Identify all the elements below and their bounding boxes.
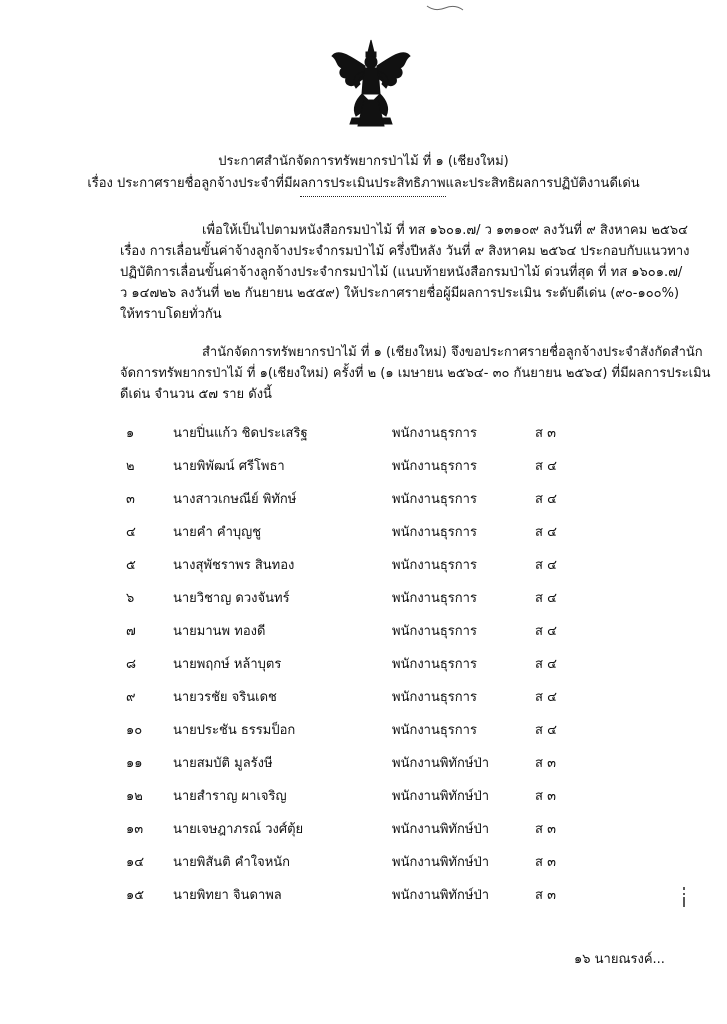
dotted-divider <box>300 196 446 197</box>
employee-number: ๔ <box>126 525 136 540</box>
announcement-title: ประกาศสำนักจัดการทรัพยากรป่าไม้ ที่ ๑ (เชียงใหม่) <box>218 154 509 169</box>
employee-number: ๑ <box>126 426 135 441</box>
list-item <box>0 488 727 510</box>
employee-number: ๑๑ <box>126 756 143 771</box>
employee-number: ๕ <box>126 558 136 573</box>
list-item <box>0 422 727 444</box>
paragraph2-line: ดีเด่น จำนวน ๕๗ ราย ดังนี้ <box>120 387 272 402</box>
employee-name: นางสาวเกษณีย์ พิทักษ์ <box>173 492 297 507</box>
employee-name: นายพิสันติ คำใจหนัก <box>173 855 291 870</box>
employee-number: ๖ <box>126 591 135 606</box>
paragraph1-line: ปฏิบัติการเลื่อนขั้นค่าจ้างลูกจ้างประจำกรมป่าไม้ (แนบท้ายหนังสือกรมป่าไม้ ด่วนที่สุด ที่ ทส ๑๖๐๑.๗/ <box>120 265 683 280</box>
employee-grade: ส ๔ <box>535 492 557 507</box>
list-item <box>0 851 727 873</box>
employee-number: ๒ <box>126 459 135 474</box>
employee-name: นายพฤกษ์ หล้าบุตร <box>173 657 282 672</box>
list-item <box>0 785 727 807</box>
employee-position: พนักงานธุรการ <box>392 591 477 606</box>
employee-number: ๓ <box>126 492 135 507</box>
employee-position: พนักงานธุรการ <box>392 723 477 738</box>
employee-name: นายพิทยา จินดาพล <box>173 888 282 903</box>
list-item <box>0 587 727 609</box>
employee-number: ๘ <box>126 657 137 672</box>
employee-name: นายคำ คำบุญชู <box>173 525 262 540</box>
employee-number: ๗ <box>126 624 136 639</box>
employee-name: นายปิ่นแก้ว ชิดประเสริฐ <box>173 426 308 441</box>
announcement-subject: เรื่อง ประกาศรายชื่อลูกจ้างประจำที่มีผลการประเมินประสิทธิภาพและประสิทธิผลการปฏิบัติงานดีเด่น <box>87 176 640 191</box>
employee-name: นายวรชัย จรินเดช <box>173 690 277 705</box>
employee-grade: ส ๓ <box>535 789 556 804</box>
employee-name: นายพิพัฒน์ ศรีโพธา <box>173 459 285 474</box>
employee-position: พนักงานธุรการ <box>392 525 477 540</box>
list-item <box>0 521 727 543</box>
employee-grade: ส ๔ <box>535 525 557 540</box>
employee-grade: ส ๔ <box>535 690 557 705</box>
employee-number: ๑๐ <box>126 723 143 738</box>
employee-grade: ส ๓ <box>535 888 556 903</box>
list-item <box>0 752 727 774</box>
employee-name: นายเจษฎาภรณ์ วงศ์ตุ้ย <box>173 822 304 837</box>
employee-grade: ส ๔ <box>535 591 557 606</box>
scan-mark-icon <box>425 2 465 14</box>
employee-number: ๑๔ <box>126 855 145 870</box>
employee-grade: ส ๓ <box>535 822 556 837</box>
employee-grade: ส ๔ <box>535 723 557 738</box>
paragraph1-line: เรื่อง การเลื่อนขั้นค่าจ้างลูกจ้างประจำกรมป่าไม้ ครึ่งปีหลัง วันที่ ๙ สิงหาคม ๒๕๖๔ ประกอบกับแนวทาง <box>120 244 690 259</box>
paragraph2-line: จัดการทรัพยากรป่าไม้ ที่ ๑(เชียงใหม่) ครั้งที่ ๒ (๑ เมษายน ๒๕๖๔- ๓๐ กันยายน ๒๕๖๔) ที่มีผลการประเมิน <box>120 366 711 381</box>
employee-position: พนักงานธุรการ <box>392 624 477 639</box>
paragraph1-line: ให้ทราบโดยทั่วกัน <box>120 307 222 322</box>
paragraph1-line: ว ๑๔๗๒๖ ลงวันที่ ๒๒ กันยายน ๒๕๕๙) ให้ประกาศรายชื่อผู้มีผลการประเมิน ระดับดีเด่น (๙๐-๑๐๐%) <box>120 286 680 301</box>
list-item <box>0 818 727 840</box>
employee-position: พนักงานธุรการ <box>392 690 477 705</box>
employee-number: ๑๒ <box>126 789 143 804</box>
employee-position: พนักงานพิทักษ์ป่า <box>392 822 489 837</box>
list-item <box>0 653 727 675</box>
scan-mark-icon <box>682 886 686 908</box>
employee-number: ๙ <box>126 690 136 705</box>
employee-name: นายมานพ ทองดี <box>173 624 266 639</box>
employee-position: พนักงานธุรการ <box>392 492 477 507</box>
list-item <box>0 884 727 906</box>
employee-grade: ส ๓ <box>535 756 556 771</box>
list-item <box>0 719 727 741</box>
employee-position: พนักงานธุรการ <box>392 657 477 672</box>
list-item <box>0 620 727 642</box>
list-item <box>0 554 727 576</box>
employee-grade: ส ๓ <box>535 426 556 441</box>
employee-number: ๑๕ <box>126 888 145 903</box>
employee-position: พนักงานพิทักษ์ป่า <box>392 855 489 870</box>
list-item <box>0 686 727 708</box>
employee-position: พนักงานพิทักษ์ป่า <box>392 756 489 771</box>
employee-name: นายสมบัติ มูลรังษี <box>173 756 273 771</box>
employee-name: นายสำราญ ผาเจริญ <box>173 789 287 804</box>
employee-position: พนักงานพิทักษ์ป่า <box>392 789 489 804</box>
employee-position: พนักงานธุรการ <box>392 426 477 441</box>
employee-grade: ส ๔ <box>535 459 557 474</box>
employee-position: พนักงานธุรการ <box>392 558 477 573</box>
garuda-emblem-icon <box>330 38 412 130</box>
employee-grade: ส ๔ <box>535 657 557 672</box>
employee-grade: ส ๓ <box>535 855 556 870</box>
employee-name: นายประชัน ธรรมป็อก <box>173 723 296 738</box>
paragraph2-line: สำนักจัดการทรัพยากรป่าไม้ ที่ ๑ (เชียงใหม่) จึงขอประกาศรายชื่อลูกจ้างประจำสังกัดสำนัก <box>202 345 703 360</box>
employee-grade: ส ๔ <box>535 624 557 639</box>
continuation-note: ๑๖ นายณรงค์... <box>574 952 665 967</box>
employee-name: นายวิชาญ ดวงจันทร์ <box>173 591 290 606</box>
employee-position: พนักงานธุรการ <box>392 459 477 474</box>
list-item <box>0 455 727 477</box>
employee-position: พนักงานพิทักษ์ป่า <box>392 888 489 903</box>
employee-grade: ส ๔ <box>535 558 557 573</box>
employee-number: ๑๓ <box>126 822 144 837</box>
paragraph1-line: เพื่อให้เป็นไปตามหนังสือกรมป่าไม้ ที่ ทส ๑๖๐๑.๗/ ว ๑๓๑๐๙ ลงวันที่ ๙ สิงหาคม ๒๕๖๔ <box>202 223 688 238</box>
employee-name: นางสุพัชราพร สินทอง <box>173 558 295 573</box>
